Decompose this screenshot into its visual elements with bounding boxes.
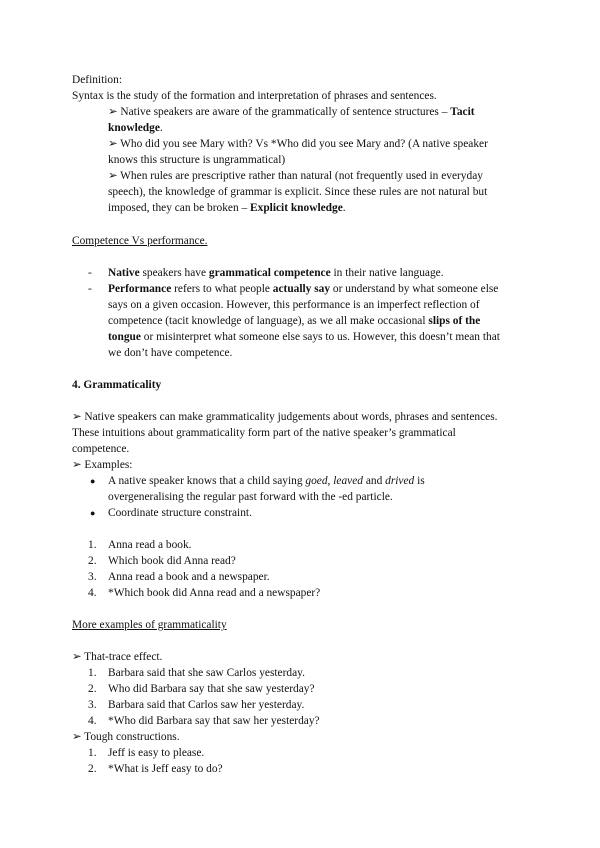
definition-point-3-line-3: imposed, they can be broken – Explicit knowledge. xyxy=(108,202,346,214)
definition-point-3-line-2: speech), the knowledge of grammar is explicit. Since these rules are not natural but xyxy=(108,186,488,198)
list-number: 1. xyxy=(88,667,97,679)
list-item: Anna read a book. xyxy=(108,539,192,551)
examples-label: ➢ Examples: xyxy=(72,459,133,471)
definition-label: Definition: xyxy=(72,74,122,86)
list-number: 1. xyxy=(88,747,97,759)
definition-point-3-line-1: ➢ When rules are prescriptive rather than natural (not frequently used in everyday xyxy=(108,170,483,182)
competence-item-performance-line-3: competence (tacit knowledge of language), as we all make occasional slips of the xyxy=(108,315,481,327)
list-number: 3. xyxy=(88,699,97,711)
grammaticality-para-line-3: competence. xyxy=(72,443,130,455)
list-item: Barbara said that she saw Carlos yesterday. xyxy=(108,667,305,679)
grammaticality-heading: 4. Grammaticality xyxy=(72,379,162,391)
bullet-icon: ● xyxy=(90,476,96,486)
competence-heading: Competence Vs performance. xyxy=(72,235,208,247)
list-item: Jeff is easy to please. xyxy=(108,747,205,759)
definition-point-2-line-1: ➢ Who did you see Mary with? Vs *Who did you see Mary and? (A native speaker xyxy=(108,138,488,150)
list-number: 1. xyxy=(88,539,97,551)
grammaticality-para-line-2: These intuitions about grammaticality form part of the native speaker’s grammatical xyxy=(72,427,456,439)
bullet-icon: ● xyxy=(90,508,96,518)
example-bullet-1-line-1: A native speaker knows that a child saying goed, leaved and drived is xyxy=(108,475,425,487)
dash-marker: - xyxy=(88,283,92,295)
example-bullet-2: Coordinate structure constraint. xyxy=(108,507,252,519)
list-number: 4. xyxy=(88,587,97,599)
list-item: *Which book did Anna read and a newspaper? xyxy=(108,587,321,599)
that-trace-label: ➢ That-trace effect. xyxy=(72,651,163,663)
dash-marker: - xyxy=(88,267,92,279)
list-number: 2. xyxy=(88,555,97,567)
competence-item-performance-line-5: we don’t have competence. xyxy=(108,347,233,359)
list-item: Who did Barbara say that she saw yesterday? xyxy=(108,683,315,695)
list-number: 4. xyxy=(88,715,97,727)
list-number: 2. xyxy=(88,763,97,775)
list-number: 2. xyxy=(88,683,97,695)
definition-text: Syntax is the study of the formation and interpretation of phrases and sentences. xyxy=(72,90,437,102)
definition-point-1-line-2: knowledge. xyxy=(108,122,163,134)
list-item: *What is Jeff easy to do? xyxy=(108,763,223,775)
list-item: Anna read a book and a newspaper. xyxy=(108,571,270,583)
competence-item-performance-line-4: tongue or misinterpret what someone else says to us. However, this doesn’t mean that xyxy=(108,331,500,343)
tough-constructions-label: ➢ Tough constructions. xyxy=(72,731,180,743)
grammaticality-para-line-1: ➢ Native speakers can make grammaticality judgements about words, phrases and sentences. xyxy=(72,411,498,423)
competence-item-native: Native speakers have grammatical competence in their native language. xyxy=(108,267,444,279)
competence-item-performance-line-2: says on a given occasion. However, this performance is an imperfect reflection of xyxy=(108,299,480,311)
example-bullet-1-line-2: overgeneralising the regular past forward with the -ed particle. xyxy=(108,491,393,503)
list-item: Which book did Anna read? xyxy=(108,555,236,567)
definition-point-2-line-2: knows this structure is ungrammatical) xyxy=(108,154,286,166)
list-number: 3. xyxy=(88,571,97,583)
list-item: Barbara said that Carlos saw her yesterday. xyxy=(108,699,305,711)
more-examples-heading: More examples of grammaticality xyxy=(72,619,227,631)
list-item: *Who did Barbara say that saw her yesterday? xyxy=(108,715,320,727)
definition-point-1-line-1: ➢ Native speakers are aware of the grammatically of sentence structures – Tacit xyxy=(108,106,475,118)
competence-item-performance-line-1: Performance refers to what people actually say or understand by what someone else xyxy=(108,283,499,295)
